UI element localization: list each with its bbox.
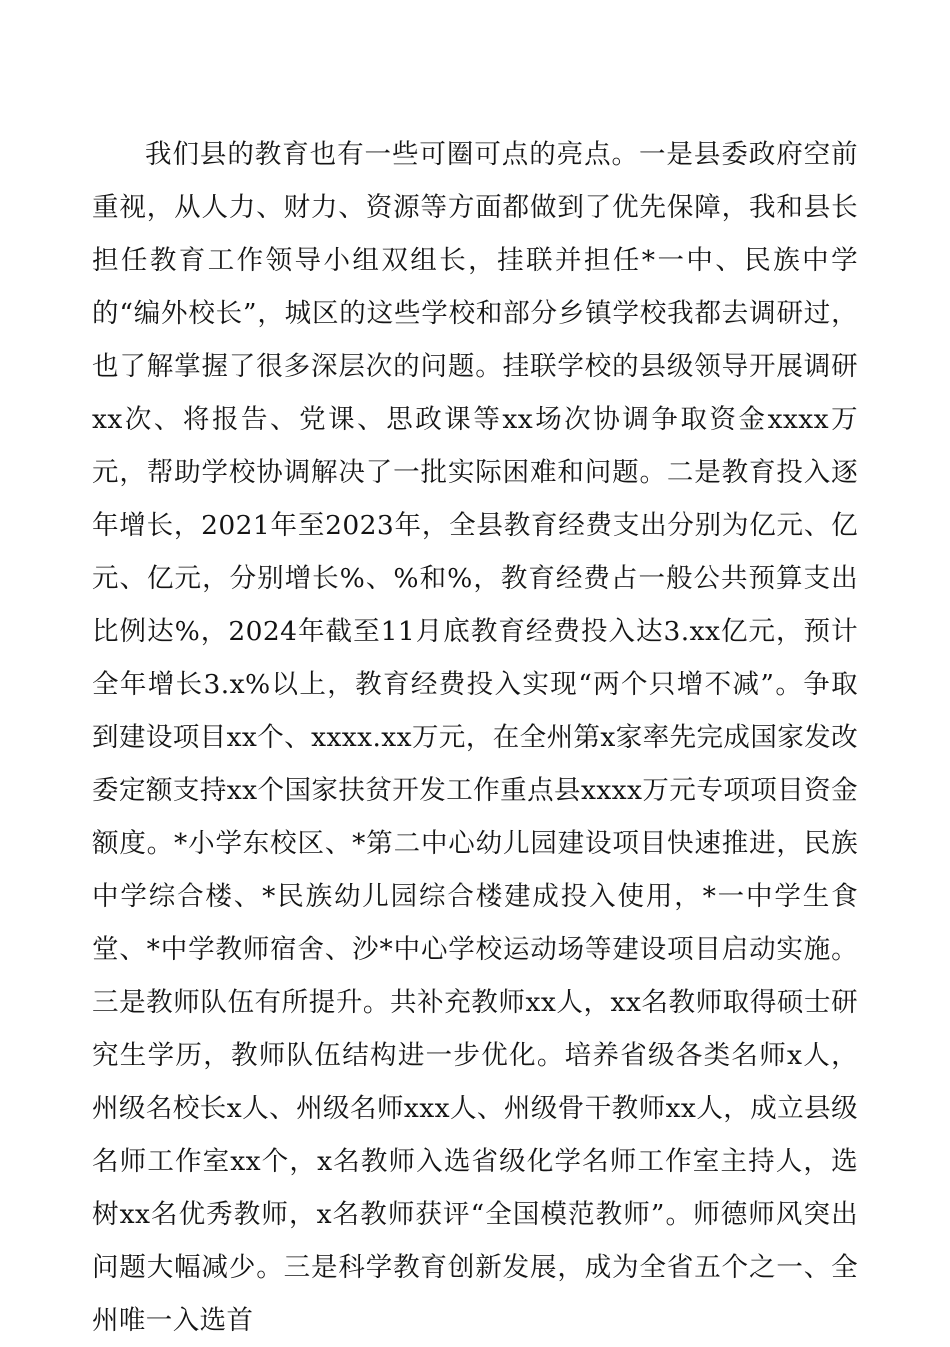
document-body bbox=[92, 128, 858, 1347]
paragraph: 我们县的教育也有一些可圈可点的亮点。一是县委政府空前重视，从人力、财力、资源等方面都做到了优先保障，我和县长担任教育工作领导小组双组长，挂联并担任*一中、民族中学的“编外校长”，城区的这些学校和部分乡镇学校我都去调研过，也了解掌握了很多深层次的问题。挂联学校的县级领导开展调研xx次、将报告、党课、思政课等xx场次协调争取资金xxxx万元，帮助学校协调解决了一批实际困难和问题。二是教育投入逐年增长，2021年至2023年，全县教育经费支出分别为亿元、亿元、亿元，分别增长%、%和%，教育经费占一般公共预算支出比例达%，2024年截至11月底教育经费投入达3.xx亿元，预计全年增长3.x%以上，教育经费投入实现“两个只增不减”。争取到建设项目xx个、xxxx.xx万元，在全州第x家率先完成国家发改委定额支持xx个国家扶贫开发工作重点县xxxx万元专项项目资金额度。*小学东校区、*第二中心幼儿园建设项目快速推进，民族中学综合楼、*民族幼儿园综合楼建成投入使用，*一中学生食堂、*中学教师宿舍、沙*中心学校运动场等建设项目启动实施。三是教师队伍有所提升。共补充教师xx人，xx名教师取得硕士研究生学历，教师队伍结构进一步优化。培养省级各类名师x人，州级名校长x人、州级名师xxx人、州级骨干教师xx人，成立县级名师工作室xx个，x名教师入选省级化学名师工作室主持人，选树xx名优秀教师，x名教师获评“全国模范教师”。师德师风突出问题大幅减少。三是科学教育创新发展，成为全省五个之一、全州唯一入选首 bbox=[92, 139, 858, 1336]
